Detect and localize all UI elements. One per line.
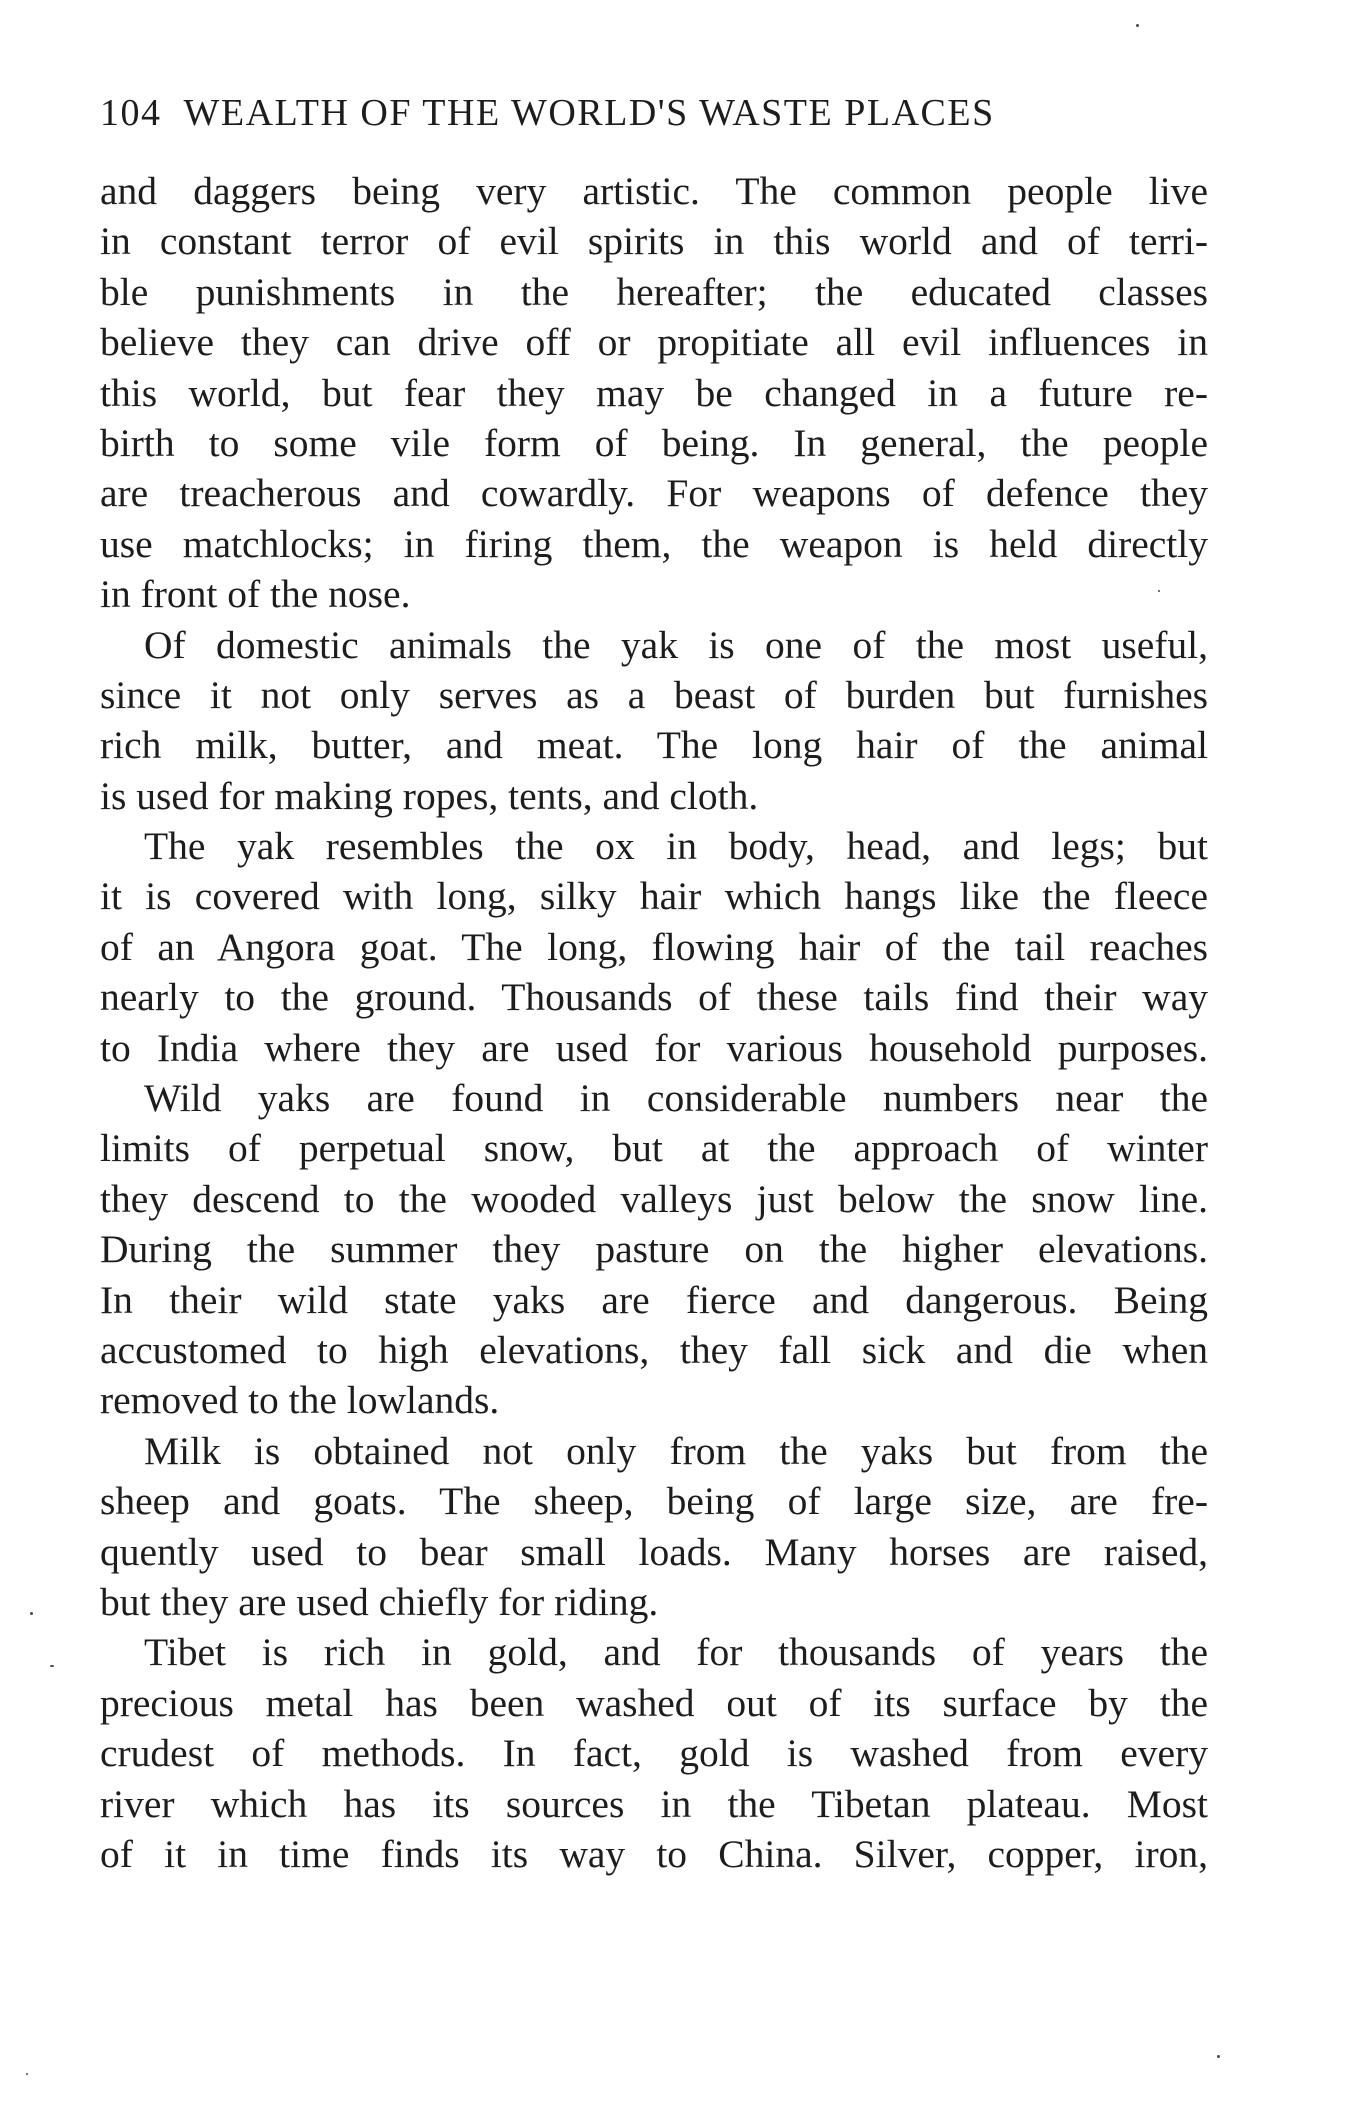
text-line: is used for making ropes, tents, and cloth. <box>100 773 759 818</box>
text-line: and daggers being very artistic. The common people live <box>100 169 1208 213</box>
text-line: nearly to the ground. Thousands of these tails find their way <box>100 975 1208 1020</box>
text-line: ble punishments in the hereafter; the educated classes <box>100 269 1208 314</box>
scan-speck <box>1136 24 1139 27</box>
text-line: it is covered with long, silky hair which hangs like the fleece <box>100 874 1208 919</box>
scan-speck <box>50 1665 54 1667</box>
text-line: use matchlocks; in firing them, the weapon is held directly <box>100 521 1208 566</box>
text-line: sheep and goats. The sheep, being of large size, are fre- <box>100 1479 1208 1524</box>
text-line: rich milk, butter, and meat. The long hair of the animal <box>100 723 1208 768</box>
text-line: believe they can drive off or propitiate all evil influences in <box>100 320 1208 365</box>
scan-speck <box>1217 2055 1220 2058</box>
text-line: precious metal has been washed out of its surface by the <box>100 1680 1208 1725</box>
text-line: are treacherous and cowardly. For weapons of defence they <box>100 471 1208 516</box>
paragraph-first-line: Tibet is rich in gold, and for thousands of years the <box>144 1630 1208 1675</box>
text-line: of it in time finds its way to China. Silver, copper, iron, <box>100 1831 1208 1876</box>
text-line: removed to the lowlands. <box>100 1378 500 1423</box>
text-line: During the summer they pasture on the higher elevations. <box>100 1227 1208 1272</box>
running-head <box>100 88 1210 138</box>
text-line: crudest of methods. In fact, gold is washed from every <box>100 1731 1208 1776</box>
text-line: in constant terror of evil spirits in this world and of terri- <box>100 219 1208 264</box>
text-line: to India where they are used for various household purposes. <box>100 1025 1208 1070</box>
text-line: accustomed to high elevations, they fall sick and die when <box>100 1327 1208 1372</box>
text-line: but they are used chiefly for riding. <box>100 1579 659 1624</box>
scan-speck <box>1158 590 1160 592</box>
scan-speck <box>30 1612 33 1615</box>
text-line: they descend to the wooded valleys just below the snow line. <box>100 1176 1208 1221</box>
text-line: birth to some vile form of being. In general, the people <box>100 420 1208 465</box>
text-line: in front of the nose. <box>100 572 411 617</box>
paragraph-first-line: Of domestic animals the yak is one of the most useful, <box>144 622 1208 667</box>
paragraph-first-line: The yak resembles the ox in body, head, and legs; but <box>144 824 1208 869</box>
text-line: quently used to bear small loads. Many horses are raised, <box>100 1529 1208 1574</box>
paragraph-first-line: Milk is obtained not only from the yaks but from the <box>144 1428 1208 1473</box>
scan-speck <box>26 2073 28 2075</box>
text-line: limits of perpetual snow, but at the approach of winter <box>100 1126 1208 1171</box>
text-line: of an Angora goat. The long, flowing hair of the tail reaches <box>100 924 1208 969</box>
page-number: 104 <box>100 92 162 134</box>
text-line: In their wild state yaks are fierce and dangerous. Being <box>100 1277 1208 1322</box>
text-line: since it not only serves as a beast of burden but furnishes <box>100 672 1208 717</box>
text-line: river which has its sources in the Tibetan plateau. Most <box>100 1781 1208 1826</box>
text-line: this world, but fear they may be changed in a future re- <box>100 370 1208 415</box>
paragraph-first-line: Wild yaks are found in considerable numbers near the <box>144 1076 1208 1121</box>
running-title: WEALTH OF THE WORLD'S WASTE PLACES <box>183 92 995 134</box>
body-text <box>100 166 1208 1879</box>
